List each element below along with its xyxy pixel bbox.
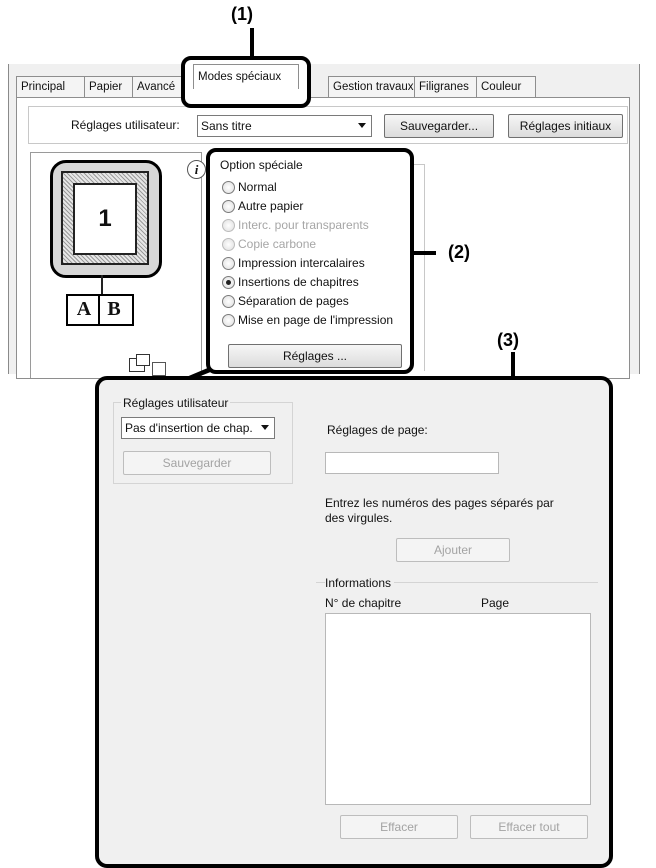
tab-couleur[interactable]: Couleur	[476, 76, 536, 97]
tab-papier[interactable]: Papier	[84, 76, 136, 97]
info-legend: Informations	[325, 576, 394, 590]
option-autre-papier[interactable]: Autre papier	[222, 199, 402, 215]
chapter-user-settings-legend: Réglages utilisateur	[123, 396, 229, 410]
option-interc-transparents: Interc. pour transparents	[222, 218, 402, 234]
book-letter-a: A	[76, 298, 92, 320]
radio-selected-icon	[222, 276, 235, 289]
chapter-save-button: Sauvegarder	[123, 451, 271, 475]
special-options-list	[222, 180, 402, 340]
special-settings-button[interactable]: Réglages ...	[228, 344, 402, 368]
option-impression-intercalaires[interactable]: Impression intercalaires	[222, 256, 402, 272]
radio-icon	[222, 219, 235, 232]
col-page-header: Page	[481, 596, 510, 610]
col-chapter-header: N° de chapitre	[325, 596, 402, 610]
reset-settings-button[interactable]: Réglages initiaux	[508, 114, 623, 138]
radio-icon	[222, 295, 235, 308]
special-options-group	[206, 148, 414, 374]
chevron-down-icon	[358, 123, 366, 128]
save-settings-button[interactable]: Sauvegarder...	[384, 114, 494, 138]
radio-icon	[222, 314, 235, 327]
option-copie-carbone: Copie carbone	[222, 237, 402, 253]
special-options-legend: Option spéciale	[220, 158, 303, 172]
chapter-list[interactable]	[325, 613, 591, 805]
option-mise-en-page[interactable]: Mise en page de l'impression	[222, 313, 402, 329]
option-insertions-chapitres[interactable]: Insertions de chapitres	[222, 275, 402, 291]
tab-avance[interactable]: Avancé	[132, 76, 192, 97]
radio-icon	[222, 257, 235, 270]
user-settings-label: Réglages utilisateur:	[71, 118, 180, 132]
instructions-line-2: des virgules.	[325, 511, 393, 525]
page-numbers-input[interactable]	[325, 452, 499, 474]
user-settings-select[interactable]	[197, 115, 372, 137]
tab-modes-speciaux[interactable]	[181, 56, 311, 108]
tab-modes-speciaux-label: Modes spéciaux	[193, 64, 299, 89]
page-preview-frame	[50, 160, 162, 278]
add-page-button: Ajouter	[396, 538, 510, 562]
tab-principal[interactable]: Principal	[16, 76, 86, 97]
page-settings-label: Réglages de page:	[327, 423, 428, 437]
radio-icon	[222, 200, 235, 213]
callout-1: (1)	[231, 4, 253, 24]
option-separation-pages[interactable]: Séparation de pages	[222, 294, 402, 310]
delete-button: Effacer	[340, 815, 458, 839]
page-number: 1	[98, 205, 112, 232]
instructions-line-1: Entrez les numéros des pages séparés par	[325, 496, 554, 510]
book-letter-b: B	[107, 298, 121, 320]
delete-all-button: Effacer tout	[470, 815, 588, 839]
callout-2: (2)	[448, 242, 470, 262]
radio-icon	[222, 238, 235, 251]
option-normal[interactable]: Normal	[222, 180, 402, 196]
tab-filigranes[interactable]: Filigranes	[414, 76, 481, 97]
page-stack	[61, 171, 149, 265]
chevron-down-icon	[261, 425, 269, 430]
page-preview-sheet	[73, 183, 137, 255]
callout-3: (3)	[497, 330, 519, 350]
chapter-user-settings-value: Pas d'insertion de chap.	[125, 421, 253, 435]
multi-page-icon-back	[136, 354, 150, 366]
tab-gestion-travaux[interactable]: Gestion travaux	[328, 76, 419, 97]
user-settings-value: Sans titre	[201, 119, 252, 133]
radio-icon	[222, 181, 235, 194]
book-icon	[66, 294, 134, 326]
chapter-user-settings-select[interactable]	[121, 417, 275, 439]
info-icon[interactable]: i	[187, 160, 206, 179]
